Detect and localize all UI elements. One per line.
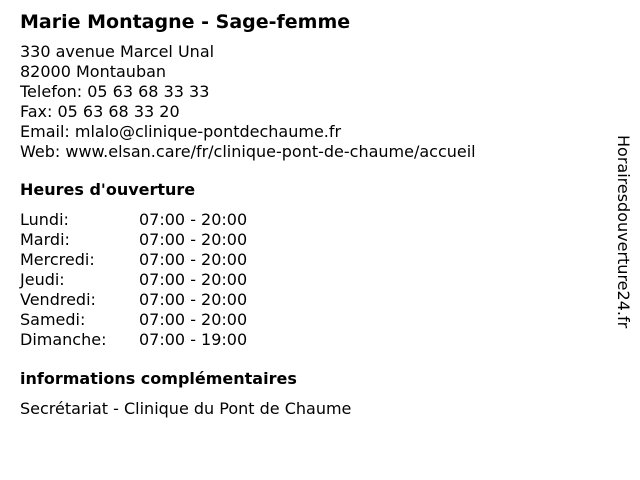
phone-line[interactable]: Telefon: 05 63 68 33 33 [20, 82, 210, 101]
business-listing-card [20, 10, 600, 419]
business-title: Marie Montagne - Sage-femme [20, 11, 351, 33]
hours-row-friday [20, 290, 600, 310]
hours-row-sunday [20, 330, 600, 350]
day-label: Mardi: [20, 230, 70, 249]
time-range: 07:00 - 20:00 [139, 250, 248, 269]
day-label: Lundi: [20, 210, 69, 229]
day-label: Vendredi: [20, 290, 96, 309]
day-label: Jeudi: [20, 270, 65, 289]
hours-row-thursday [20, 270, 600, 290]
brand-watermark: Horairesdouverture24.fr [614, 135, 633, 329]
hours-row-tuesday [20, 230, 600, 250]
hours-row-monday [20, 210, 600, 230]
time-range: 07:00 - 20:00 [139, 270, 248, 289]
day-label: Mercredi: [20, 250, 95, 269]
email-line[interactable]: Email: mlalo@clinique-pontdechaume.fr [20, 122, 342, 141]
opening-hours-heading: Heures d'ouverture [20, 180, 196, 199]
time-range: 07:00 - 20:00 [139, 230, 248, 249]
opening-hours-table [20, 210, 600, 350]
hours-row-wednesday [20, 250, 600, 270]
address-line-1: 330 avenue Marcel Unal [20, 42, 215, 61]
extra-info-heading: informations complémentaires [20, 369, 297, 388]
address-line-2: 82000 Montauban [20, 62, 167, 81]
time-range: 07:00 - 20:00 [139, 290, 248, 309]
website-line[interactable]: Web: www.elsan.care/fr/clinique-pont-de-chaume/accueil [20, 142, 476, 161]
time-range: 07:00 - 20:00 [139, 210, 248, 229]
fax-line: Fax: 05 63 68 33 20 [20, 102, 180, 121]
time-range: 07:00 - 20:00 [139, 310, 248, 329]
time-range: 07:00 - 19:00 [139, 330, 248, 349]
day-label: Dimanche: [20, 330, 107, 349]
day-label: Samedi: [20, 310, 86, 329]
hours-row-saturday [20, 310, 600, 330]
extra-info-text: Secrétariat - Clinique du Pont de Chaume [20, 399, 352, 418]
